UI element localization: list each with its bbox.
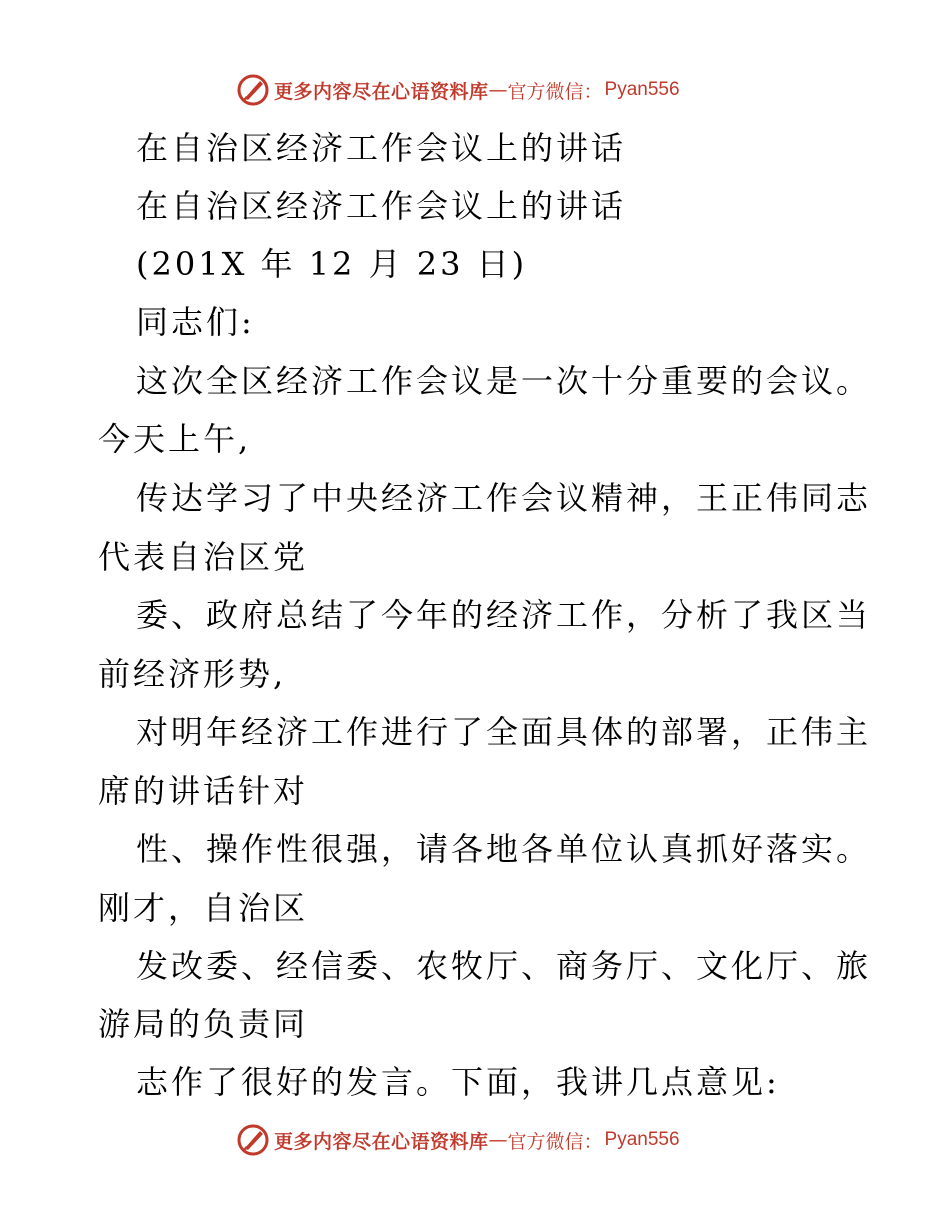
document-title: 在自治区经济工作会议上的讲话 [136,129,627,167]
paragraph-line: 对明年经济工作进行了全面具体的部署，正伟主 [136,713,872,751]
paragraph-line: 这次全区经济工作会议是一次十分重要的会议。 [136,362,872,400]
document-date: (201X 年 12 月 23 日) [136,245,528,283]
paragraph-line: 性、操作性很强，请各地各单位认真抓好落实。 [136,830,872,868]
banner-promo-text: 更多内容尽在心语资料库 [274,80,489,103]
banner-wechat-id: Pyan556 [604,79,680,100]
paragraph-line: 前经济形势, [98,655,287,693]
salutation: 同志们: [136,303,255,341]
banner-promo-text: 更多内容尽在心语资料库 [274,1130,489,1153]
quill-logo-icon [236,1123,270,1157]
paragraph-line: 志作了很好的发言。下面，我讲几点意见: [136,1063,780,1101]
banner-wechat-label: 官方微信： [507,80,603,103]
banner-wechat-label: 官方微信： [507,1130,603,1153]
paragraph-line: 委、政府总结了今年的经济工作，分析了我区当 [136,596,872,634]
footer-banner [236,1123,680,1157]
quill-logo-icon [236,73,270,107]
banner-wechat-id: Pyan556 [604,1129,680,1150]
paragraph-line: 席的讲话针对 [98,772,309,810]
paragraph-line: 代表自治区党 [98,538,309,576]
banner-separator: — [488,1129,508,1151]
paragraph-line: 发改委、经信委、农牧厅、商务厅、文化厅、旅 [136,947,872,985]
document-subtitle: 在自治区经济工作会议上的讲话 [136,187,627,225]
header-banner [236,73,680,107]
paragraph-line: 今天上午, [98,420,252,458]
banner-separator: — [488,79,508,101]
paragraph-line: 刚才，自治区 [98,889,309,927]
paragraph-line: 传达学习了中央经济工作会议精神，王正伟同志 [136,479,872,517]
paragraph-line: 游局的负责同 [98,1005,309,1043]
